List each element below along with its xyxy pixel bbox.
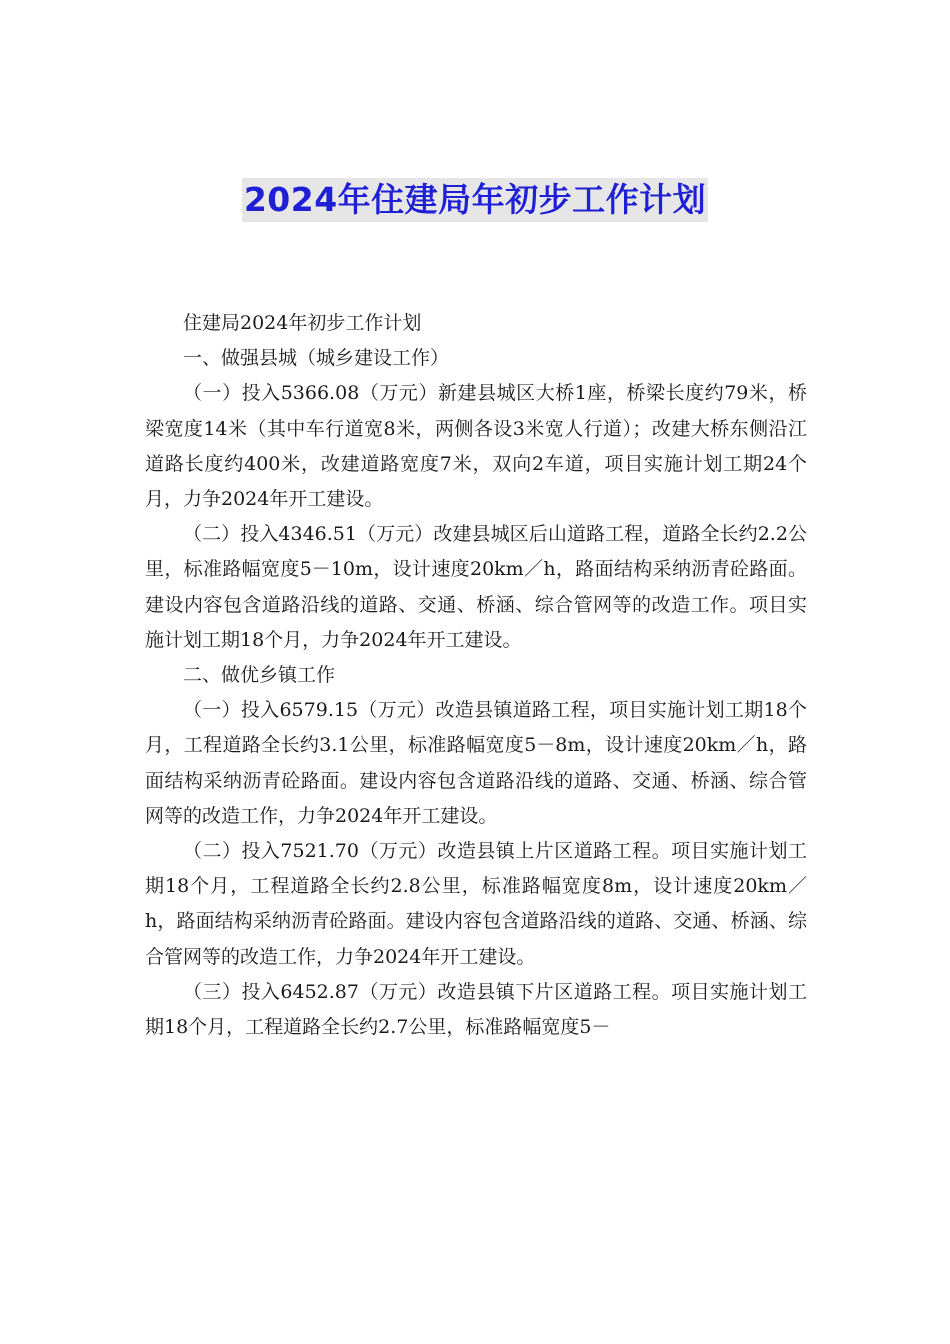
paragraph-intro: 住建局2024年初步工作计划: [183, 312, 422, 334]
section-heading-township: 二、做优乡镇工作: [183, 664, 336, 687]
paragraph-lower-district-road: （三）投入6452.87（万元）改造县镇下片区道路工程。项目实施计划工期18个月，工程道路全长约2.7公里，标准路幅宽度5－: [145, 980, 807, 1039]
document-body: [145, 306, 807, 1045]
paragraph-upper-district-road: （二）投入7521.70（万元）改造县镇上片区道路工程。项目实施计划工期18个月，工程道路全长约2.8公里，标准路幅宽度8m，设计速度20km／h，路面结构采纳沥青砼路面。建设内容包含道路沿线的道路、交通、桥涵、综合管网等的改造工作，力争2024年开工建设。: [145, 840, 807, 968]
paragraph-town-road: （一）投入6579.15（万元）改造县镇道路工程，项目实施计划工期18个月，工程道路全长约3.1公里，标准路幅宽度5－8m，设计速度20km／h，路面结构采纳沥青砼路面。建设内容包含道路沿线的道路、交通、桥涵、综合管网等的改造工作，力争2024年开工建设。: [145, 699, 807, 827]
title-container: [0, 178, 950, 222]
paragraph-houshan-road: （二）投入4346.51（万元）改建县城区后山道路工程，道路全长约2.2公里，标准路幅宽度5－10m，设计速度20km／h，路面结构采纳沥青砼路面。建设内容包含道路沿线的道路、交通、桥涵、综合管网等的改造工作。项目实施计划工期18个月，力争2024年开工建设。: [145, 523, 807, 651]
paragraph-bridge-project: （一）投入5366.08（万元）新建县城区大桥1座，桥梁长度约79米，桥梁宽度14米（其中车行道宽8米，两侧各设3米宽人行道）；改建大桥东侧沿江道路长度约400米，改建道路宽度7米，双向2车道，项目实施计划工期24个月，力争2024年开工建设。: [145, 382, 807, 511]
document-title: 2024年住建局年初步工作计划: [242, 178, 708, 222]
section-heading-county: 一、做强县城（城乡建设工作）: [183, 347, 450, 370]
